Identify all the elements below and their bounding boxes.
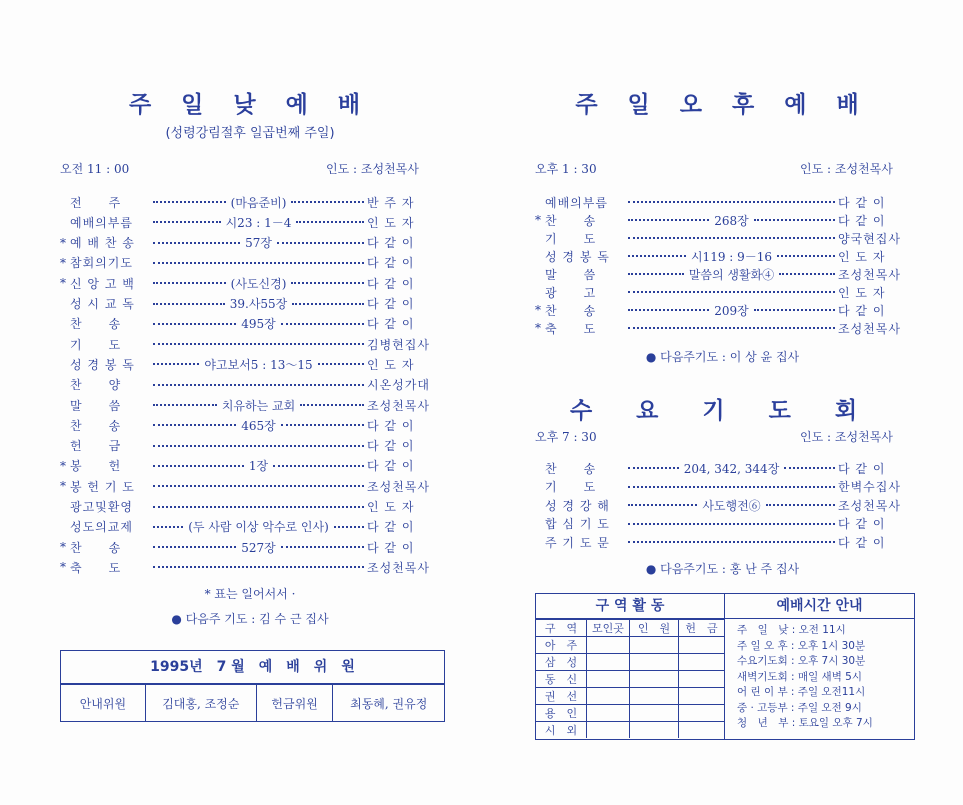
order-item-detail: 시119 : 9－16: [690, 249, 773, 264]
district-header: 인 원: [630, 620, 679, 637]
order-item-detail: 495장: [241, 317, 276, 332]
order-item: [60, 192, 442, 212]
order-item: [60, 314, 442, 334]
order-item-leader: 다 같 이: [367, 418, 415, 433]
order-item-name: 찬 송: [70, 540, 122, 555]
district-header: 모인곳: [587, 620, 630, 637]
order-item-leader: 조성천목사: [838, 498, 901, 513]
wednesday-service-time: 오후 7 : 30: [535, 430, 597, 444]
committee-cell: 헌금위원: [256, 685, 333, 722]
order-item-leader: 다 같 이: [367, 520, 415, 535]
afternoon-service-title: 주 일 오 후 예 배: [575, 92, 870, 118]
committee-box: [60, 650, 445, 722]
order-item-name: 찬 송: [545, 303, 597, 318]
order-item-name: 축 도: [70, 560, 122, 575]
order-item-leader: 다 같 이: [367, 297, 415, 311]
order-item: [60, 476, 442, 496]
order-item-name: 광고및환영: [70, 500, 133, 514]
order-item: [60, 456, 442, 476]
order-item-name: 예배의부름: [70, 215, 133, 230]
order-item-leader: 다 같 이: [838, 535, 886, 550]
order-item-detail: 204, 342, 344장: [683, 461, 780, 476]
district-row-name: 시 외: [536, 722, 587, 739]
stand-mark: *: [535, 213, 541, 227]
wednesday-next-prayer: ● 다음주기도 : 홍 난 주 집사: [645, 562, 800, 576]
order-item-name: 광 고: [545, 285, 597, 300]
district-row-name: 동 신: [536, 671, 587, 688]
order-item-detail: (사도신경): [230, 276, 287, 291]
schedule-title: 예배시간 안내: [725, 594, 914, 619]
district-row-name: 권 선: [536, 688, 587, 705]
order-item-detail: 야고보서5 : 13～15: [204, 357, 313, 372]
order-item: [60, 334, 442, 354]
order-item-leader: 인 도 자: [838, 249, 886, 264]
order-item-name: 성 경 강 해: [545, 498, 610, 513]
order-item-name: 신 앙 고 백: [70, 276, 135, 291]
schedule-line: 청 년 부 : 토요일 오후 7시: [737, 717, 873, 729]
order-item-leader: 인 도 자: [367, 215, 415, 230]
order-item-name: 전 주: [70, 195, 122, 210]
order-item-name: 축 도: [545, 321, 597, 336]
order-item-leader: 다 같 이: [367, 317, 415, 332]
order-item-name: 기 도: [70, 337, 122, 352]
committee-cell: 최동혜, 권유정: [333, 685, 444, 722]
committee-title: 1995년 7 월 예 배 위 원: [61, 651, 444, 684]
order-item-name: 봉 헌 기 도: [70, 479, 135, 494]
order-item-name: 참회의기도: [70, 256, 133, 271]
order-item-detail: (마음준비): [230, 195, 287, 210]
morning-service-time: 오전 11 : 00: [60, 162, 130, 176]
order-item: [60, 537, 442, 557]
order-item-leader: 다 같 이: [367, 459, 415, 474]
wednesday-service-title: 수 요 기 도 회: [569, 398, 876, 424]
order-item-leader: 다 같 이: [838, 303, 886, 318]
morning-service-subtitle: (성령강림절후 일곱번째 주일): [165, 126, 335, 141]
order-item-detail: 말씀의 생활화④: [688, 267, 775, 282]
order-item: [535, 300, 913, 320]
schedule-line: 중 · 고등부 : 주일 오전 9시: [737, 701, 862, 714]
order-item-detail: 465장: [241, 418, 276, 433]
order-item-name: 찬 송: [545, 461, 597, 476]
order-item-leader: 인 도 자: [367, 500, 415, 514]
order-item-name: 예배의부름: [545, 195, 608, 210]
order-item-leader: 조성천목사: [838, 321, 901, 336]
order-item-name: 기 도: [545, 231, 597, 246]
stand-mark: *: [535, 321, 541, 335]
order-item-name: 합 심 기 도: [545, 517, 610, 531]
order-item: [60, 212, 442, 232]
order-item-detail: 치유하는 교회: [221, 398, 296, 413]
afternoon-service-leader: 인도 : 조성천목사: [800, 162, 893, 176]
order-item-leader: 다 같 이: [838, 461, 886, 476]
order-item-name: 예 배 찬 송: [70, 236, 135, 251]
order-item-detail: 268장: [714, 213, 749, 228]
order-item-detail: (두 사람 이상 악수로 인사): [188, 520, 329, 535]
district-title: 구 역 활 동: [536, 594, 724, 619]
order-item: [60, 436, 442, 456]
order-item-leader: 양국현집사: [838, 231, 901, 246]
order-item: [535, 192, 913, 212]
stand-mark: *: [60, 255, 66, 270]
order-item: [535, 246, 913, 266]
stand-mark: *: [535, 303, 541, 317]
order-item: [60, 497, 442, 517]
order-item-name: 성 시 교 독: [70, 297, 135, 311]
order-item: [60, 233, 442, 253]
order-item: [60, 294, 442, 314]
order-item-name: 헌 금: [70, 439, 122, 454]
order-item: [535, 458, 913, 478]
order-item-leader: 조성천목사: [367, 398, 430, 413]
order-item-leader: 반 주 자: [367, 195, 415, 210]
order-item-name: 봉 헌: [70, 459, 122, 474]
schedule-line: 어 린 이 부 : 주일 오전11시: [737, 686, 866, 698]
afternoon-service-time: 오후 1 : 30: [535, 162, 597, 176]
district-row-name: 용 인: [536, 705, 587, 722]
order-item-name: 성도의교제: [70, 520, 133, 535]
order-item: [60, 273, 442, 293]
morning-service-leader: 인도 : 조성천목사: [326, 162, 419, 176]
order-item-detail: 1장: [248, 459, 269, 474]
order-item-name: 말 씀: [70, 398, 122, 413]
district-row-name: 삼 성: [536, 654, 587, 671]
order-item: [60, 517, 442, 537]
order-item-leader: 다 같 이: [367, 256, 415, 271]
committee-cell: 김대홍, 조정순: [145, 685, 256, 722]
wednesday-service-leader: 인도 : 조성천목사: [800, 430, 893, 444]
order-item-detail: 209장: [714, 303, 749, 318]
stand-mark: *: [60, 479, 66, 494]
order-item: [535, 495, 913, 515]
order-item: [535, 532, 913, 552]
order-item-leader: 다 같 이: [838, 517, 886, 531]
order-item-leader: 다 같 이: [838, 213, 886, 228]
order-item-leader: 인 도 자: [838, 285, 886, 300]
order-item: [535, 318, 913, 338]
order-item-detail: 527장: [241, 540, 276, 555]
morning-next-prayer: ● 다음주 기도 : 김 수 근 집사: [171, 612, 329, 626]
standing-note: * 표는 일어서서 ·: [204, 587, 296, 601]
order-item-leader: 조성천목사: [367, 479, 430, 494]
district-row-name: 아 주: [536, 637, 587, 654]
morning-service-title: 주 일 낮 예 배: [128, 92, 372, 118]
schedule-line: 새벽기도회 : 매일 새벽 5시: [737, 670, 862, 683]
committee-cell: 안내위원: [61, 685, 145, 722]
order-item: [535, 264, 913, 284]
order-item-leader: 시온성가대: [367, 378, 430, 393]
schedule-line: 수요기도회 : 오후 7시 30분: [737, 655, 866, 667]
stand-mark: *: [60, 560, 66, 575]
order-item-name: 기 도: [545, 480, 597, 494]
order-item-name: 말 씀: [545, 267, 597, 282]
schedule-section: [725, 594, 914, 739]
order-item-detail: 시23 : 1－4: [225, 215, 292, 230]
order-item-leader: 조성천목사: [838, 267, 901, 282]
order-item: [535, 514, 913, 534]
district-section: [536, 594, 725, 739]
afternoon-next-prayer: ● 다음주기도 : 이 상 윤 집사: [645, 350, 800, 364]
order-item-name: 찬 송: [545, 213, 597, 228]
order-item-leader: 다 같 이: [367, 236, 415, 251]
order-item-leader: 조성천목사: [367, 560, 430, 575]
order-item-leader: 다 같 이: [367, 439, 415, 454]
order-item-leader: 다 같 이: [367, 276, 415, 291]
order-item: [60, 415, 442, 435]
order-item-leader: 다 같 이: [838, 195, 886, 210]
order-item-leader: 한벽수집사: [838, 480, 901, 494]
order-item-leader: 다 같 이: [367, 540, 415, 555]
order-item: [60, 354, 442, 374]
order-item: [60, 253, 442, 273]
district-table: [536, 619, 724, 738]
district-header: 구 역: [536, 620, 587, 637]
schedule-line: 주 일 낮 : 오전 11시: [737, 624, 846, 636]
info-box: [535, 593, 915, 740]
stand-mark: *: [60, 458, 66, 473]
order-item: [60, 375, 442, 395]
stand-mark: *: [60, 235, 66, 250]
order-item-name: 찬 송: [70, 418, 122, 433]
order-item-name: 성 경 봉 독: [70, 357, 135, 372]
order-item: [535, 282, 913, 302]
order-item-detail: 57장: [245, 236, 272, 251]
order-item-name: 찬 양: [70, 378, 122, 393]
order-item-name: 주 기 도 문: [545, 535, 610, 550]
order-item: [535, 477, 913, 497]
stand-mark: *: [60, 276, 66, 291]
order-item-detail: 39.사55장: [229, 297, 288, 311]
schedule-line: 주 일 오 후 : 오후 1시 30분: [737, 639, 866, 652]
order-item: [60, 557, 442, 577]
order-item-name: 성 경 봉 독: [545, 249, 610, 264]
order-item: [60, 395, 442, 415]
stand-mark: *: [60, 540, 66, 555]
order-item-detail: 사도행전⑥: [702, 498, 761, 513]
district-header: 헌 금: [679, 620, 725, 637]
order-item-name: 찬 송: [70, 317, 122, 332]
order-item: [535, 228, 913, 248]
order-item: [535, 210, 913, 230]
order-item-leader: 인 도 자: [367, 357, 415, 372]
order-item-leader: 김병현집사: [367, 337, 430, 352]
